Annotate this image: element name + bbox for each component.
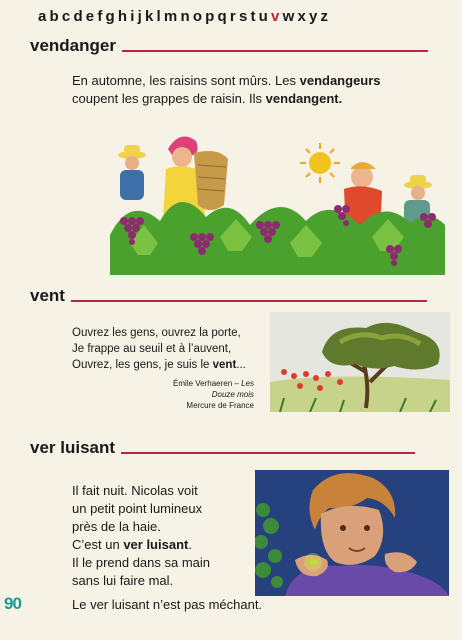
text-line: un petit point lumineux [72, 501, 203, 516]
entry-word: vendanger [30, 36, 116, 55]
text-line: sans lui faire mal. [72, 573, 174, 588]
poem-credit [150, 378, 254, 411]
entry-word: vent [30, 286, 65, 305]
harvester-left [118, 145, 146, 200]
bold-word: ver luisant [123, 537, 189, 552]
entry-heading-ver-luisant [30, 438, 415, 458]
wind-tree-illustration [270, 312, 450, 412]
poem-line: Ouvrez les gens, ouvrez la porte, [72, 327, 241, 339]
alphabet-strip [38, 8, 331, 25]
entry-text-vendanger [72, 72, 381, 108]
sun [300, 143, 340, 183]
text-line: Il fait nuit. Nicolas voit [72, 483, 198, 498]
heading-rule [122, 50, 428, 52]
text-line: Le ver luisant n’est pas méchant. [72, 597, 263, 612]
entry-heading-vent [30, 286, 427, 306]
poem-vent [72, 325, 246, 373]
alphabet-before: abcdefghijklmnopqrstu [38, 8, 272, 25]
entry-heading-vendanger [30, 36, 428, 56]
credit-author: Émile Verhaeren – [173, 379, 242, 388]
bold-word: vendangent. [265, 91, 343, 106]
bold-word: vent [212, 359, 237, 371]
glowworm-illustration [255, 470, 449, 596]
credit-publisher: Mercure de France [186, 401, 254, 410]
heading-rule [121, 452, 415, 454]
poem-ellipsis: ... [236, 359, 246, 371]
text-line: coupent les grappes de raisin. Ils [72, 91, 266, 106]
alphabet-after: wxyz [282, 8, 332, 25]
alphabet-current-letter: v [271, 8, 283, 25]
entry-word: ver luisant [30, 438, 116, 457]
bold-word: vendangeurs [299, 73, 381, 88]
harvest-illustration [110, 125, 445, 275]
entry-text-ver-luisant [72, 482, 262, 614]
poem-line: Ouvrez, les gens, je suis le [72, 359, 213, 371]
text-line: En automne, les raisins sont mûrs. Les [72, 73, 300, 88]
credit-work: Les Douze mois [211, 379, 254, 399]
text-line: C’est un [72, 537, 124, 552]
text-punct: . [188, 537, 192, 552]
heading-rule [71, 300, 427, 302]
page-number: 90 [4, 594, 21, 613]
poem-line: Je frappe au seuil et à l’auvent, [72, 343, 232, 355]
text-line: près de la haie. [72, 519, 161, 534]
text-line: Il le prend dans sa main [72, 555, 211, 570]
